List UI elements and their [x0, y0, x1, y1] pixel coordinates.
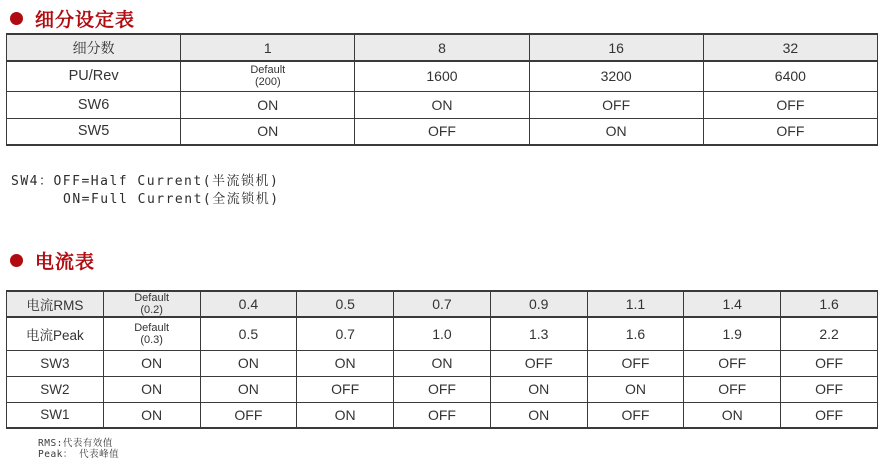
table-cell: ON [181, 91, 355, 118]
table-cell: 0.7 [297, 317, 394, 350]
bullet-icon [10, 254, 23, 267]
table-cell: OFF [781, 350, 878, 376]
table-cell: OFF [587, 350, 684, 376]
table-cell [103, 317, 200, 350]
table-cell: ON [297, 350, 394, 376]
table-cell: 2.2 [781, 317, 878, 350]
table-cell: 1.1 [587, 291, 684, 317]
row-label: SW5 [7, 118, 181, 145]
current-table [6, 290, 878, 429]
row-label: 电流RMS [7, 291, 104, 317]
table-cell: OFF [781, 402, 878, 428]
table-cell: 1.0 [394, 317, 491, 350]
row-label: SW3 [7, 350, 104, 376]
table-cell: OFF [490, 350, 587, 376]
row-label: SW6 [7, 91, 181, 118]
current-section-header [10, 249, 885, 271]
table-cell: 1.6 [781, 291, 878, 317]
default-label: Default [134, 292, 170, 304]
column-header: 8 [355, 34, 529, 61]
table-cell: ON [684, 402, 781, 428]
column-header: 细分数 [7, 34, 181, 61]
table-cell: 0.4 [200, 291, 297, 317]
microstep-table [6, 33, 878, 146]
row-label: 电流Peak [7, 317, 104, 350]
column-header: 1 [181, 34, 355, 61]
table-cell: 6400 [703, 61, 877, 91]
table-row [7, 91, 878, 118]
table-cell: OFF [394, 376, 491, 402]
default-value: (0.3) [140, 333, 163, 346]
table-cell: 0.7 [394, 291, 491, 317]
table-cell: OFF [703, 91, 877, 118]
table-cell: ON [103, 350, 200, 376]
table-cell: 1.6 [587, 317, 684, 350]
row-label: PU/Rev [7, 61, 181, 91]
table-header-row [7, 291, 878, 317]
table-cell: OFF [781, 376, 878, 402]
current-section [0, 249, 885, 460]
units-note-line2: Peak： 代表峰值 [38, 449, 120, 460]
table-row [7, 317, 878, 350]
table-row [7, 350, 878, 376]
table-cell: 1600 [355, 61, 529, 91]
table-cell: OFF [394, 402, 491, 428]
table-cell: ON [394, 350, 491, 376]
table-cell: 0.5 [200, 317, 297, 350]
table-cell: 1.3 [490, 317, 587, 350]
table-cell: ON [587, 376, 684, 402]
table-cell: OFF [684, 350, 781, 376]
microstep-section-header [10, 7, 885, 29]
table-cell: ON [103, 376, 200, 402]
default-label: Default [134, 321, 170, 334]
default-value: (0.2) [140, 304, 163, 316]
page-title-current: 电流表 [35, 251, 96, 273]
table-cell: OFF [684, 376, 781, 402]
table-cell: OFF [355, 118, 529, 145]
table-row [7, 61, 878, 91]
table-cell [103, 291, 200, 317]
units-note-line1: RMS:代表有效值 [38, 438, 113, 449]
row-label: SW1 [7, 402, 104, 428]
bullet-icon [10, 12, 23, 25]
column-header: 16 [529, 34, 703, 61]
row-label: SW2 [7, 376, 104, 402]
table-cell: ON [490, 402, 587, 428]
table-cell: 0.5 [297, 291, 394, 317]
table-cell: ON [529, 118, 703, 145]
table-cell: ON [103, 402, 200, 428]
table-cell: OFF [200, 402, 297, 428]
column-header: 32 [703, 34, 877, 61]
table-cell: ON [200, 350, 297, 376]
table-row [7, 118, 878, 145]
table-cell [181, 61, 355, 91]
microstep-section [0, 7, 885, 209]
table-cell: ON [490, 376, 587, 402]
table-row [7, 376, 878, 402]
sw4-note [11, 173, 885, 209]
table-cell: 3200 [529, 61, 703, 91]
table-cell: OFF [703, 118, 877, 145]
units-note [38, 438, 885, 460]
sw4-note-line1: SW4：OFF=Half Current(半流锁机) [11, 174, 280, 189]
table-cell: ON [200, 376, 297, 402]
page-title-microstep: 细分设定表 [35, 9, 136, 31]
table-cell: 0.9 [490, 291, 587, 317]
table-cell: OFF [297, 376, 394, 402]
table-cell: OFF [529, 91, 703, 118]
table-header-row [7, 34, 878, 61]
table-cell: ON [355, 91, 529, 118]
default-label: Default [250, 64, 286, 77]
table-cell: ON [181, 118, 355, 145]
table-cell: OFF [587, 402, 684, 428]
table-cell: 1.4 [684, 291, 781, 317]
sw4-note-line2: ON=Full Current(全流锁机) [63, 192, 280, 207]
table-cell: ON [297, 402, 394, 428]
default-value: (200) [254, 76, 281, 89]
table-cell: 1.9 [684, 317, 781, 350]
table-row [7, 402, 878, 428]
